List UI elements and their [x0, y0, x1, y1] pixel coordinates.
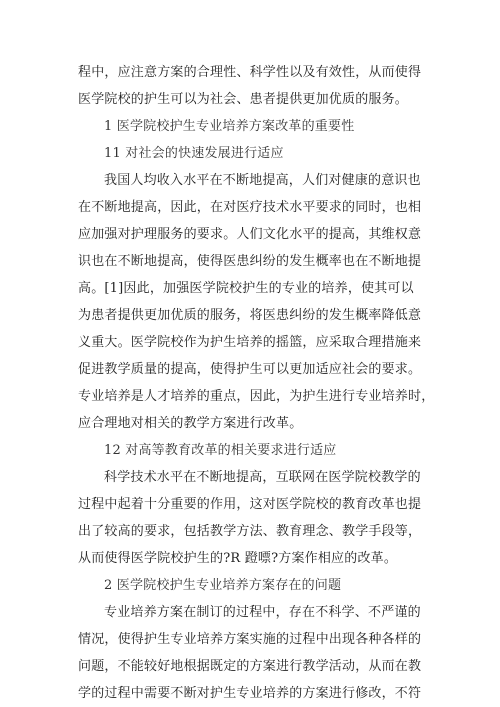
body-text-line: 学的过程中需要不断对护生专业培养的方案进行修改，不符: [78, 686, 422, 701]
body-text-line: 专业培养是人才培养的重点，因此，为护生进行专业培养时，: [78, 389, 435, 404]
body-text-line: 问题，不能较好地根据既定的方案进行教学活动，从而在教: [78, 659, 422, 674]
paragraph-first-line: 科学技术水平在不断地提高，互联网在医学院校教学的: [104, 470, 421, 485]
body-text-line: 为患者提供更加优质的服务，将医患纠纷的发生概率降低意: [78, 308, 422, 323]
body-text-line: 义重大。医学院校作为护生培养的摇篮，应采取合理措施来: [78, 335, 422, 350]
paragraph-first-line: 专业培养方案在制订的过程中，存在不科学、不严谨的: [104, 605, 421, 620]
section-heading: 2 医学院校护生专业培养方案存在的问题: [104, 578, 342, 593]
body-text-line: 情况，使得护生专业培养方案实施的过程中出现各种各样的: [78, 632, 422, 647]
body-text-line: 在不断地提高，因此，在对医疗技术水平要求的同时，也相: [78, 200, 422, 215]
subsection-heading: 12 对高等教育改革的相关要求进行适应: [104, 443, 337, 458]
body-text-line: 促进教学质量的提高，使得护生可以更加适应社会的要求。: [78, 362, 422, 377]
body-text-line: 应合理地对相关的教学方案进行改革。: [78, 416, 303, 431]
subsection-heading: 11 对社会的快速发展进行适应: [104, 146, 284, 161]
body-text-line: 程中，应注意方案的合理性、科学性以及有效性，从而使得: [78, 65, 422, 80]
body-text-line: 从而使得医学院校护生的?R 蹬嘌?方案作相应的改革。: [78, 551, 398, 566]
body-text-line: 过程中起着十分重要的作用，这对医学院校的教育改革也提: [78, 497, 422, 512]
body-text-line: 出了较高的要求，包括教学方法、教育理念、教学手段等，: [78, 524, 422, 539]
body-text-line: 高。[1]因此，加强医学院校护生的专业的培养，使其可以: [78, 281, 414, 296]
paragraph-first-line: 我国人均收入水平在不断地提高，人们对健康的意识也: [104, 173, 421, 188]
body-text-line: 应加强对护理服务的要求。人们文化水平的提高，其维权意: [78, 227, 422, 242]
body-text-line: 识也在不断地提高，使得医患纠纷的发生概率也在不断地提: [78, 254, 422, 269]
body-text-line: 医学院校的护生可以为社会、患者提供更加优质的服务。: [78, 92, 409, 107]
section-heading: 1 医学院校护生专业培养方案改革的重要性: [104, 119, 355, 134]
